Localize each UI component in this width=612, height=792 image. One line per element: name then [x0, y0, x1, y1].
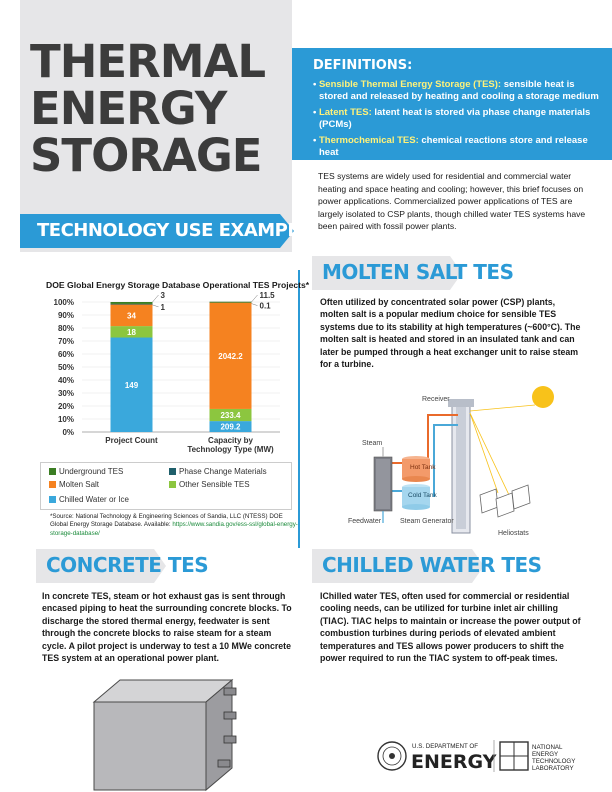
source-link[interactable]: https://www.sandia.gov/ess-ssl/global-energy-storage-database/	[50, 521, 298, 537]
concrete-block-illustration	[84, 672, 244, 790]
legend-label: Molten Salt	[59, 480, 100, 489]
definition-sensible: • Sensible Thermal Energy Storage (TES): sensible heat is stored and released by heating and cooling a storage medium	[313, 79, 599, 102]
data-label: 2042.2	[218, 351, 243, 361]
x-category-label: Project Count	[105, 436, 158, 445]
data-label: 11.5	[259, 291, 275, 300]
legend-label: Phase Change Materials	[179, 467, 267, 476]
technology-banner-label: TECHNOLOGY USE EXAMPLES	[37, 220, 323, 241]
heliostats	[480, 485, 530, 517]
legend-swatch	[169, 468, 176, 475]
legend-label: Other Sensible TES	[179, 480, 250, 489]
sun-icon	[532, 386, 554, 408]
chart-source	[50, 513, 300, 538]
steam-generator	[374, 457, 392, 511]
diagram-label-receiver: Receiver	[422, 396, 450, 403]
legend-swatch	[49, 496, 56, 503]
legend-swatch	[49, 468, 56, 475]
definition-text: latent heat is stored via phase change materials (PCMs)	[319, 107, 591, 130]
definition-term: Thermochemical TES:	[318, 135, 419, 146]
label-leader	[153, 295, 159, 302]
diagram-label-steam: Steam	[362, 440, 383, 447]
legend-swatch	[169, 481, 176, 488]
y-tick-label: 20%	[57, 402, 74, 411]
y-tick-label: 70%	[57, 337, 74, 346]
diagram-label-feedwater: Feedwater	[348, 518, 382, 525]
diagram-label-hot-tank: Hot Tank	[410, 464, 436, 471]
definitions-heading: DEFINITIONS:	[313, 58, 413, 73]
data-label: 209.2	[220, 422, 241, 432]
definitions-edge	[292, 48, 300, 160]
x-category-label: Technology Type (MW)	[187, 445, 274, 454]
data-label: 0.1	[259, 301, 271, 311]
legend-label: Chilled Water or Ice	[59, 495, 129, 504]
definitions-box	[300, 48, 612, 160]
page-title-line2: ENERGY	[30, 82, 227, 135]
doe-small-text: U.S. DEPARTMENT OF	[412, 743, 479, 750]
netl-text-line2: ENERGY	[532, 751, 559, 758]
sun-rays	[470, 405, 535, 497]
netl-text-line3: TECHNOLOGY	[532, 758, 576, 765]
chilled-water-heading: CHILLED WATER TES	[322, 553, 542, 577]
legend-item	[49, 495, 129, 504]
data-label: 34	[127, 311, 136, 321]
page-title-line3: STORAGE	[30, 129, 262, 182]
y-tick-label: 60%	[57, 350, 74, 359]
data-label: 3	[160, 291, 165, 300]
y-tick-label: 30%	[57, 389, 74, 398]
x-category-label: Capacity by	[208, 436, 253, 445]
legend-item	[49, 467, 123, 476]
y-tick-label: 100%	[53, 298, 74, 307]
diagram-label-steam-generator: Steam Generator	[400, 518, 454, 525]
label-leader	[252, 295, 258, 302]
diagram-label-cold-tank: Cold Tank	[408, 492, 437, 499]
receiver-tower	[448, 399, 474, 533]
page-title	[30, 35, 280, 182]
y-tick-label: 10%	[57, 415, 74, 424]
y-tick-label: 80%	[57, 324, 74, 333]
data-label: 18	[127, 327, 136, 337]
label-leader	[153, 305, 159, 307]
y-tick-label: 40%	[57, 376, 74, 385]
molten-salt-body: Often utilized by concentrated solar power (CSP) plants, molten salt is a popular medium choice for sensible TES systems due to its stability at high temperatures (~600°C). The molten salt is heated and stored in an insulated tank and can later be pumped through a heat exchanger unit to raise steam for a turbine.	[320, 297, 581, 370]
data-label: 1	[160, 302, 165, 312]
data-label: 233.4	[220, 411, 241, 421]
chart-title: DOE Global Energy Storage Database Operational TES Projects*	[46, 280, 310, 290]
definition-term: Sensible Thermal Energy Storage (TES):	[318, 79, 502, 90]
legend-item	[169, 467, 267, 476]
source-text: *Source: National Technology & Engineering Sciences of Sandia, LLC (NTESS) DOE Global Energy Storage Database. Available:	[50, 513, 283, 529]
definition-text: chemical reactions store and release heat	[319, 135, 588, 158]
bar-segment	[111, 302, 153, 304]
chart-legend	[40, 462, 292, 510]
doe-energy-text: ENERGY	[411, 751, 497, 773]
chilled-water-body: IChilled water TES, often used for commercial or residential cooling needs, can be utilized for turbine inlet air chilling (TIAC). TIAC helps to maintain or increase the power output of combustion turbines during periods of elevated ambient temperatures and TES allows power producers to shift the power required to run the TIAC system to off-peak times.	[320, 591, 581, 664]
bar-segment	[210, 302, 252, 303]
stacked-bar-chart	[36, 291, 300, 466]
concrete-heading: CONCRETE TES	[46, 553, 209, 577]
concrete-body: In concrete TES, steam or hot exhaust gas is sent through encased piping to heat the surrounding concrete blocks. To discharge the stored thermal energy, feedwater is sent through the concrete blocks to raise steam for a steam cycle. A pilot project is underway to test a 10 MWe concrete TES system at an operational power plant.	[42, 591, 292, 664]
doe-seal-icon	[378, 742, 406, 770]
netl-text-line4: LABORATORY	[532, 765, 574, 772]
legend-item	[169, 480, 250, 489]
molten-salt-diagram	[330, 385, 592, 545]
y-tick-label: 90%	[57, 311, 74, 320]
definition-term: Latent TES:	[318, 107, 372, 118]
footer-logos	[376, 736, 586, 776]
y-tick-label: 0%	[62, 428, 74, 437]
diagram-label-heliostats: Heliostats	[498, 530, 529, 537]
intro-paragraph: TES systems are widely used for residential and commercial water heating and space heating and cooling; however, this brief focuses on power applications. Commercialized power applications of TES are largely isolated to CSP plants, though chilled water TES systems have been paired with fossil power plants.	[318, 171, 586, 231]
legend-swatch	[49, 481, 56, 488]
label-leader	[252, 304, 258, 306]
data-label: 149	[124, 380, 139, 390]
definition-thermochemical: • Thermochemical TES: chemical reactions store and release heat	[313, 135, 588, 158]
definition-latent: • Latent TES: latent heat is stored via phase change materials (PCMs)	[313, 107, 591, 130]
definition-text: sensible heat is stored and released by heating and cooling a storage medium	[319, 79, 599, 102]
netl-text-line1: NATIONAL	[532, 744, 563, 751]
netl-logo-icon	[500, 742, 528, 770]
page-title-line1: THERMAL	[30, 35, 266, 88]
legend-label: Underground TES	[59, 467, 124, 476]
molten-salt-heading: MOLTEN SALT TES	[322, 260, 514, 284]
legend-item	[49, 480, 99, 489]
y-tick-label: 50%	[57, 363, 74, 372]
